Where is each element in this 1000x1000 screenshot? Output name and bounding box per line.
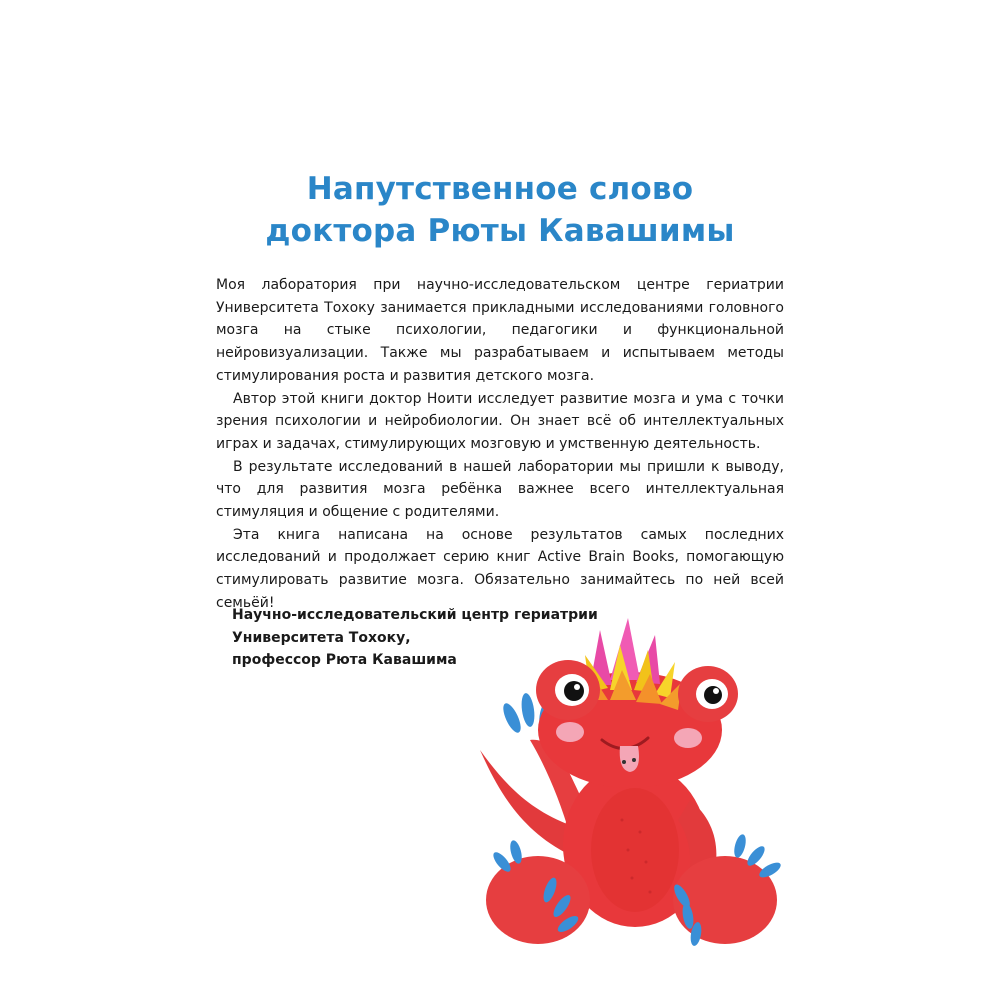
paragraph: Эта книга написана на основе результатов самых последних исследований и продолжает серию книг Active Brain Books, помогающую стимулировать развитие мозга. Обязательно занимайтесь по ней всей семьёй! (216, 526, 784, 611)
page-title (150, 168, 850, 252)
title-line-2: доктора Рюты Кавашимы (265, 213, 735, 249)
paragraph: Автор этой книги доктор Ноити исследует развитие мозга и ума с точки зрения психологии и нейробиологии. Он знает всё об интеллектуальных играх и задачах, стимулирующих мозговую и умственную деятельность. (216, 390, 784, 452)
monster-cheek (556, 722, 584, 742)
signature-line-1: Научно-исследовательский центр гериатрии (232, 607, 598, 623)
paragraph: Моя лаборатория при научно-исследовательском центре гериатрии Университета Тохоку занимается прикладными исследованиями головного мозга на стыке психологии, педагогики и функциональной нейровизуализации. Также мы разрабатываем и испытываем методы стимулирования роста и развития детского мозга. (216, 277, 784, 384)
signature-line-2: Университета Тохоку, (232, 629, 411, 646)
monster-cheek (674, 728, 702, 748)
monster-illustration (450, 600, 810, 970)
signature-line-3: профессор Рюта Кавашима (232, 652, 457, 668)
foreword-text (216, 274, 784, 615)
monster-leg-left (486, 856, 590, 944)
monster-eye-right (696, 679, 728, 709)
title-line-1: Напутственное слово (306, 171, 694, 207)
paragraph: В результате исследований в нашей лаборатории мы пришли к выводу, что для развития мозга ребёнка важнее всего интеллектуальная стимуляция и общение с родителями. (216, 458, 784, 521)
monster-eye-left (555, 674, 589, 706)
